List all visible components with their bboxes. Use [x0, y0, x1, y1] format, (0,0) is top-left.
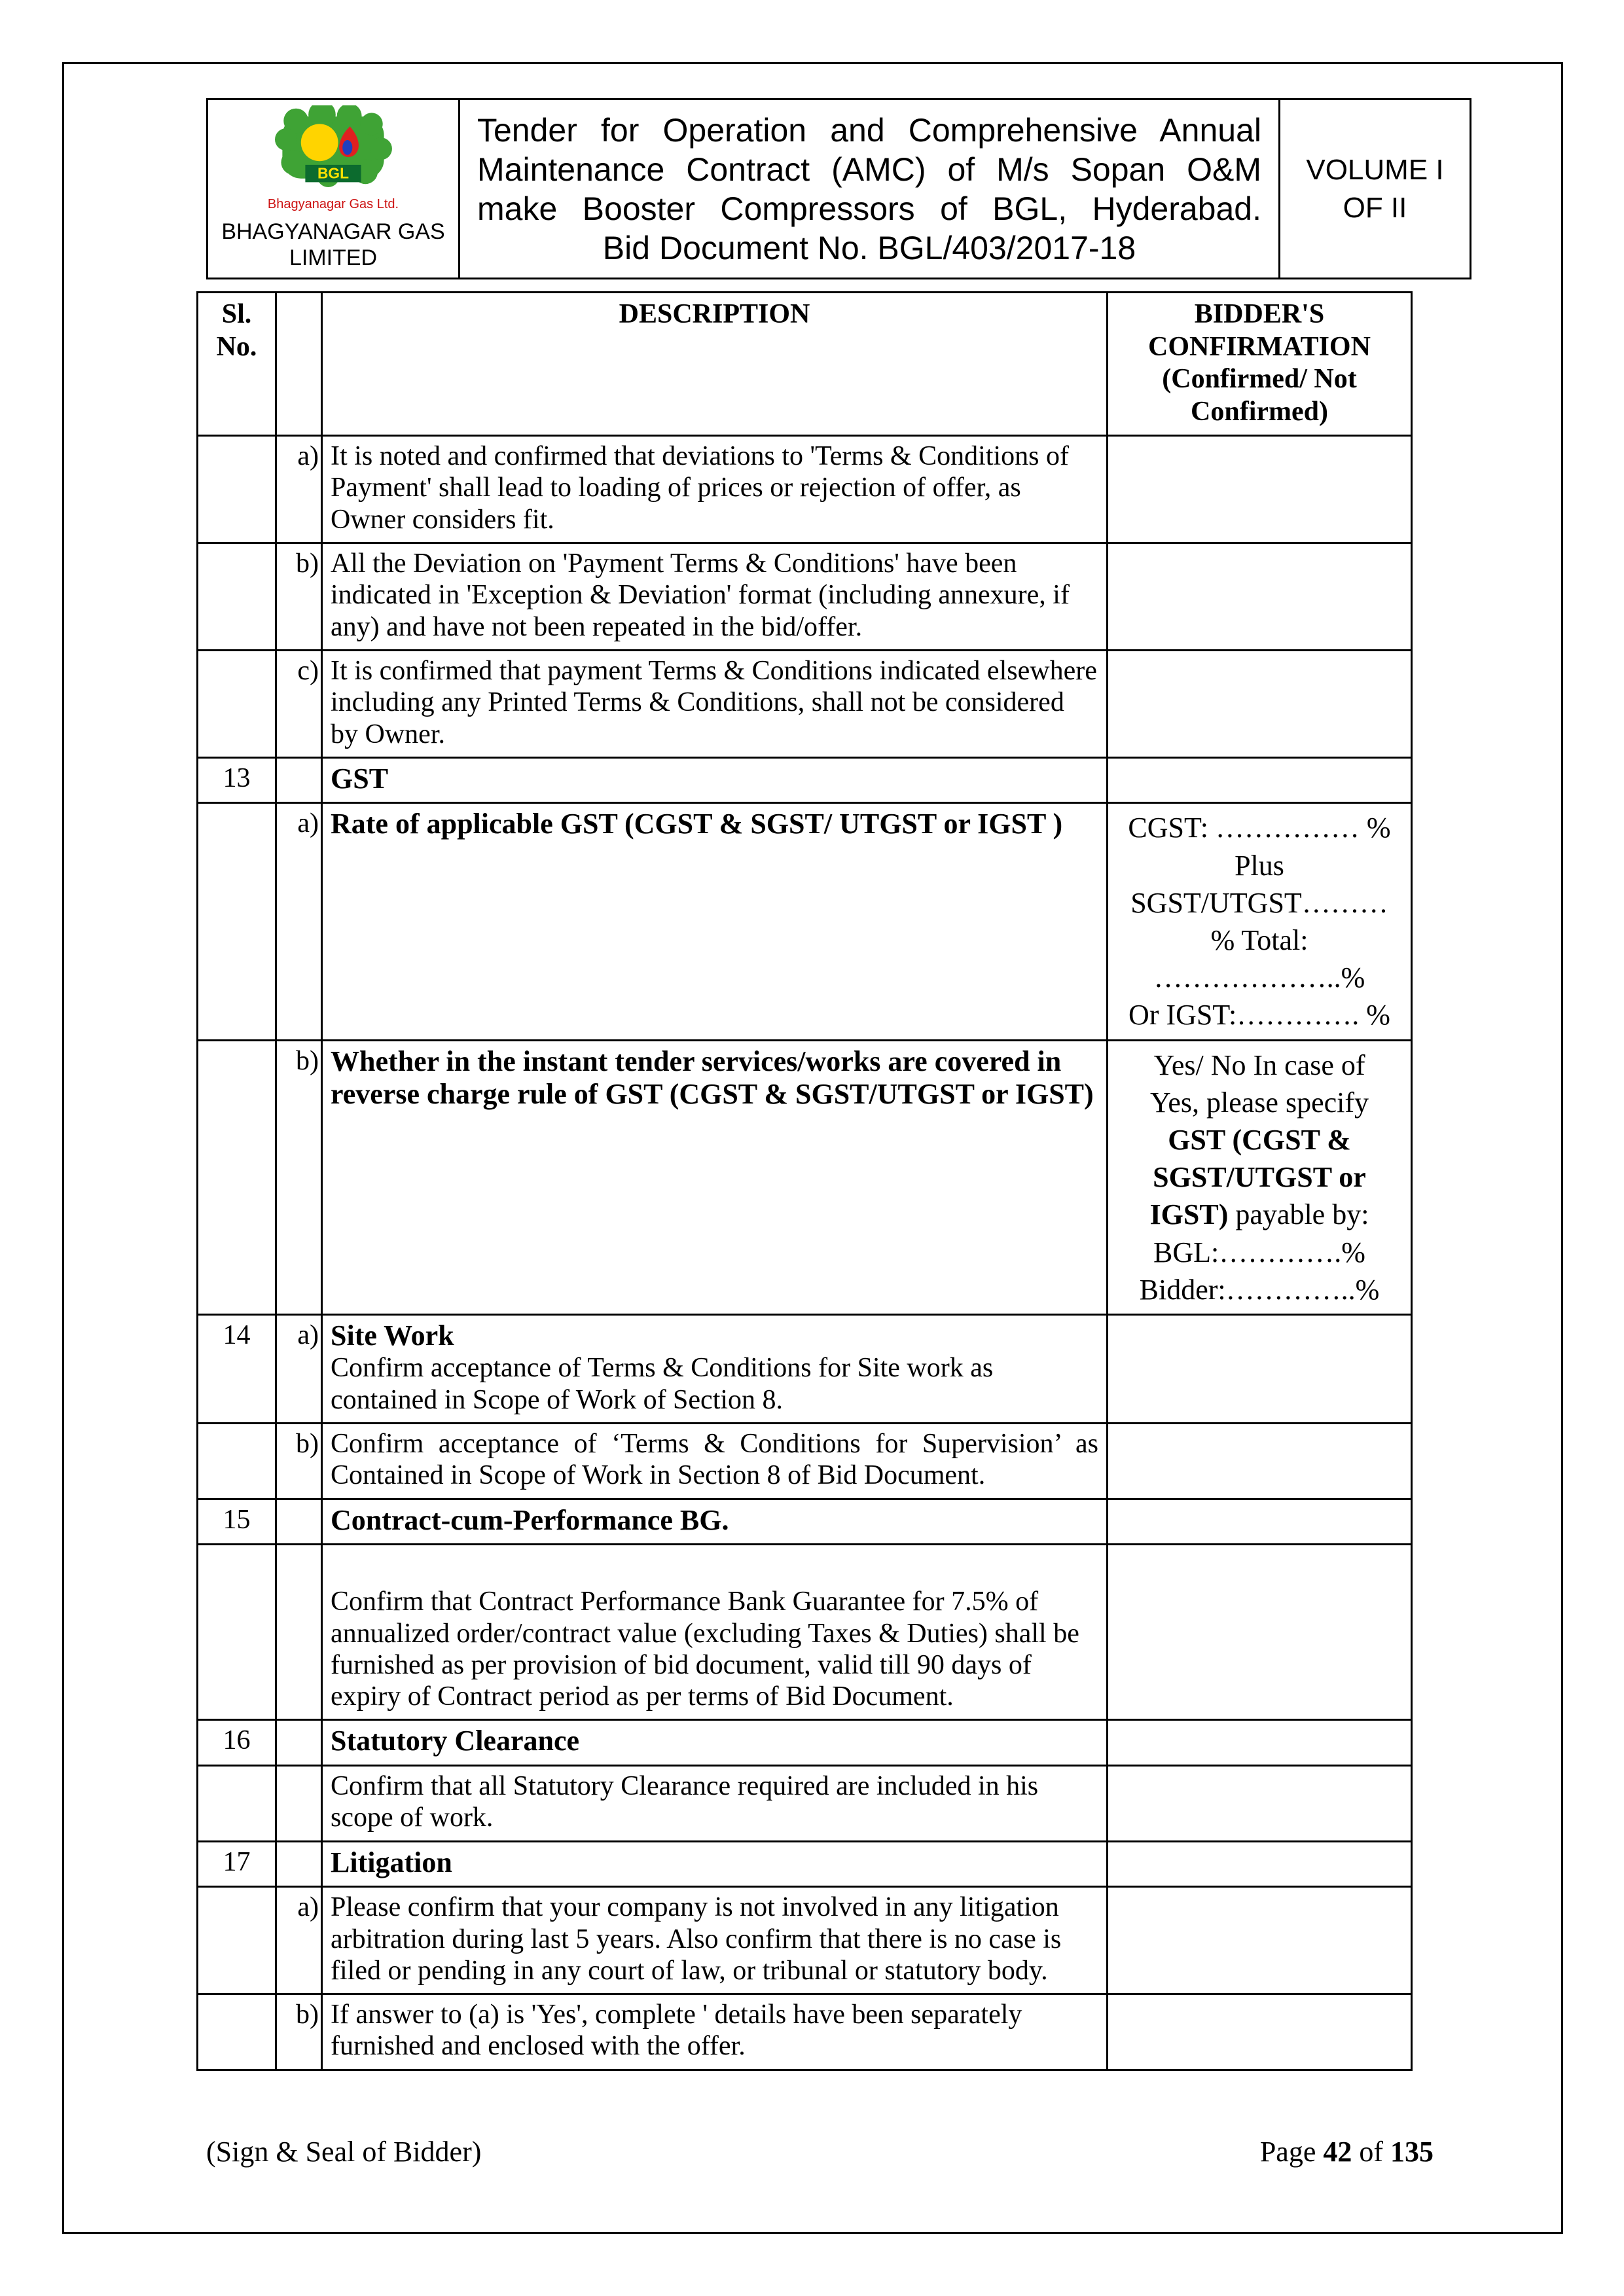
confirmation-cell	[1108, 1720, 1412, 1766]
tender-table-body	[198, 436, 1412, 2070]
letter-cell	[276, 1841, 322, 1887]
sl-no-cell: 15	[198, 1499, 276, 1545]
text-segment: Bidder:…………..%	[1139, 1273, 1380, 1306]
table-row	[198, 1887, 1412, 1994]
text-segment: 42	[1323, 2136, 1352, 2168]
confirmation-cell	[1108, 1499, 1412, 1545]
text-segment: Yes, please specify	[1149, 1086, 1369, 1119]
table-row	[198, 650, 1412, 757]
table-header-row	[198, 293, 1412, 436]
tender-title-line: Tender for Operation and Comprehensive Annual	[477, 111, 1261, 149]
description-block	[331, 1319, 1098, 1353]
sl-no-cell: 13	[198, 757, 276, 803]
text-segment: ………………..%	[1153, 961, 1365, 994]
header-sl-no: Sl. No.	[198, 293, 276, 436]
logo-cell	[208, 99, 460, 279]
table-row	[198, 1994, 1412, 2070]
text-segment: All the Deviation on 'Payment Terms & Conditions' have been indicated in 'Exception & Deviation' format (including annexure, if any) and have not been repeated in the bid/offer.	[331, 548, 1070, 642]
text-segment: CGST: …………… %	[1128, 812, 1391, 844]
letter-cell: a)	[276, 1887, 322, 1994]
confirmation-cell	[1108, 803, 1412, 1040]
page-number	[1260, 2135, 1434, 2168]
letter-cell	[276, 1499, 322, 1545]
sl-no-cell	[198, 543, 276, 651]
confirmation-line	[1112, 1084, 1407, 1121]
bid-document-number: Bid Document No. BGL/403/2017-18	[602, 229, 1136, 266]
text-segment: payable by:	[1228, 1198, 1369, 1231]
sl-no-cell: 16	[198, 1720, 276, 1766]
letter-cell: a)	[276, 1314, 322, 1423]
text-segment: Site Work	[331, 1319, 454, 1352]
confirmation-line	[1112, 847, 1407, 884]
description-cell	[322, 1040, 1108, 1314]
description-block	[331, 808, 1098, 841]
text-segment: Confirm that Contract Performance Bank Guarantee for 7.5% of annualized order/contract value (excluding Taxes & Duties) shall be furnished as per provision of bid document, valid till 90 days of expiry of Contract period as per terms of Bid Document.	[331, 1587, 1079, 1712]
brand-caption: Bhagyanagar Gas Ltd.	[267, 197, 399, 211]
text-segment: Rate of applicable GST (CGST & SGST/ UTGST or IGST )	[331, 808, 1063, 840]
description-block	[331, 1846, 1098, 1880]
text-segment: SGST/UTGST………	[1130, 886, 1388, 919]
confirmation-cell	[1108, 650, 1412, 757]
confirmation-line	[1112, 1047, 1407, 1084]
description-cell	[322, 1841, 1108, 1887]
confirmation-cell	[1108, 1424, 1412, 1499]
table-row	[198, 1424, 1412, 1499]
text-segment: Confirm that all Statutory Clearance required are included in his scope of work.	[331, 1771, 1039, 1833]
text-segment: Yes/ No In case of	[1153, 1049, 1365, 1081]
description-cell	[322, 1766, 1108, 1842]
letter-cell: b)	[276, 543, 322, 651]
confirmation-line	[1112, 809, 1407, 846]
letter-cell: a)	[276, 436, 322, 543]
company-name-line: BHAGYANAGAR GAS	[221, 219, 445, 244]
text-segment: IGST)	[1149, 1198, 1229, 1231]
confirmation-line	[1112, 1234, 1407, 1271]
text-segment: Page	[1259, 2136, 1324, 2168]
text-segment: Statutory Clearance	[331, 1725, 580, 1757]
text-segment: Confirm acceptance of ‘Terms & Conditions for Supervision’ as Contained in Scope of Work in Section 8 of Bid Document.	[331, 1429, 1098, 1491]
confirmation-cell	[1108, 1314, 1412, 1423]
text-segment: % Total:	[1210, 924, 1308, 957]
description-block	[331, 762, 1098, 796]
sign-seal-label: (Sign & Seal of Bidder)	[206, 2136, 482, 2168]
description-block	[331, 1770, 1098, 1834]
table-row	[198, 757, 1412, 803]
table-row	[198, 803, 1412, 1040]
sl-no-cell	[198, 436, 276, 543]
confirmation-cell	[1108, 1545, 1412, 1720]
sun-icon	[301, 124, 338, 161]
text-segment: Whether in the instant tender services/works are covered in reverse charge rule of GST (CGST & SGST/UTGST or IGST)	[331, 1045, 1094, 1111]
company-logo-icon	[271, 105, 395, 198]
footer	[206, 2135, 1434, 2168]
confirmation-cell	[1108, 436, 1412, 543]
description-cell	[322, 1720, 1108, 1766]
sl-no-cell	[198, 803, 276, 1040]
description-cell	[322, 1887, 1108, 1994]
description-block	[331, 1504, 1098, 1537]
description-block	[331, 548, 1098, 643]
description-block	[331, 1999, 1098, 2062]
table-row	[198, 1545, 1412, 1720]
description-block	[331, 1045, 1098, 1111]
volume-line: OF II	[1343, 191, 1407, 224]
text-segment: Please confirm that your company is not involved in any litigation arbitration during last 5 years. Also confirm that there is no case is filed or pending in any court of law, or tribunal or statutory body.	[331, 1892, 1062, 1986]
letter-cell: b)	[276, 1994, 322, 2070]
flame-core-icon	[342, 140, 352, 155]
description-cell	[322, 1499, 1108, 1545]
letter-cell	[276, 757, 322, 803]
confirmation-line	[1112, 996, 1407, 1033]
tender-title-line: Maintenance Contract (AMC) of M/s Sopan O&M	[477, 151, 1261, 188]
confirmation-line	[1112, 1121, 1407, 1158]
letter-cell: b)	[276, 1040, 322, 1314]
description-block	[331, 655, 1098, 750]
letter-cell: b)	[276, 1424, 322, 1499]
table-row	[198, 1720, 1412, 1766]
tender-title-cell	[460, 99, 1280, 279]
header-description: DESCRIPTION	[322, 293, 1108, 436]
text-segment: Litigation	[331, 1846, 452, 1878]
table-row	[198, 543, 1412, 651]
description-block	[331, 440, 1098, 535]
description-cell	[322, 1994, 1108, 2070]
header-table	[206, 98, 1471, 279]
confirmation-cell	[1108, 1040, 1412, 1314]
description-block	[331, 1428, 1098, 1492]
text-segment: It is confirmed that payment Terms & Conditions indicated elsewhere including any Printed Terms & Conditions, shall not be considered by Owner.	[331, 655, 1097, 749]
confirmation-cell	[1108, 1887, 1412, 1994]
description-cell	[322, 757, 1108, 803]
sl-no-cell	[198, 1424, 276, 1499]
confirmation-line	[1112, 922, 1407, 959]
letter-cell	[276, 1720, 322, 1766]
text-segment: It is noted and confirmed that deviations to 'Terms & Conditions of Payment' shall lead to loading of prices or rejection of offer, as Owner considers fit.	[331, 441, 1069, 535]
sl-no-cell: 17	[198, 1841, 276, 1887]
description-block	[331, 1892, 1098, 1986]
letter-cell: a)	[276, 803, 322, 1040]
confirmation-cell	[1108, 1766, 1412, 1842]
text-segment: 135	[1390, 2136, 1434, 2168]
table-row	[198, 1766, 1412, 1842]
text-segment: Plus	[1235, 849, 1284, 882]
sl-no-cell	[198, 1040, 276, 1314]
table-row	[198, 1499, 1412, 1545]
sl-no-cell	[198, 1766, 276, 1842]
confirmation-cell	[1108, 1994, 1412, 2070]
table-row	[198, 1040, 1412, 1314]
text-segment: GST (CGST &	[1168, 1123, 1351, 1156]
confirmation-line	[1112, 1196, 1407, 1233]
volume-line: VOLUME I	[1306, 154, 1444, 187]
text-segment: Or IGST:…………. %	[1128, 999, 1390, 1031]
text-segment: SGST/UTGST or	[1153, 1161, 1366, 1194]
tender-table	[196, 291, 1413, 2071]
company-name-line: LIMITED	[289, 245, 378, 271]
logo-monogram: BGL	[317, 164, 349, 182]
text-segment: of	[1352, 2136, 1390, 2168]
confirmation-line	[1112, 1158, 1407, 1196]
confirmation-line	[1112, 1271, 1407, 1308]
confirmation-cell	[1108, 543, 1412, 651]
company-name	[212, 219, 454, 271]
description-cell	[322, 543, 1108, 651]
letter-cell	[276, 1545, 322, 1720]
description-cell	[322, 1314, 1108, 1423]
description-cell	[322, 650, 1108, 757]
header-row	[208, 99, 1471, 279]
confirmation-line	[1112, 959, 1407, 996]
text-segment: If answer to (a) is 'Yes', complete ' details have been separately furnished and enclosed with the offer.	[331, 2000, 1022, 2062]
sl-no-cell	[198, 1545, 276, 1720]
volume-cell	[1280, 99, 1471, 279]
confirmation-line	[1112, 884, 1407, 922]
description-block	[331, 1586, 1098, 1712]
text-segment: Confirm acceptance of Terms & Conditions for Site work as contained in Scope of Work of Section 8.	[331, 1353, 994, 1415]
description-cell	[322, 436, 1108, 543]
description-block	[331, 1725, 1098, 1758]
description-cell	[322, 1545, 1108, 1720]
text-segment: Contract-cum-Performance BG.	[331, 1503, 729, 1536]
sl-no-cell	[198, 650, 276, 757]
header-bidders-confirmation: BIDDER'S CONFIRMATION (Confirmed/ Not Confirmed)	[1108, 293, 1412, 436]
header-letter	[276, 293, 322, 436]
sl-no-cell	[198, 1887, 276, 1994]
table-row	[198, 436, 1412, 543]
letter-cell: c)	[276, 650, 322, 757]
text-segment: GST	[331, 762, 389, 795]
tender-title-line: make Booster Compressors of BGL, Hyderabad.	[477, 190, 1261, 227]
sl-no-cell	[198, 1994, 276, 2070]
description-cell	[322, 1424, 1108, 1499]
text-segment: BGL:………….%	[1153, 1236, 1365, 1268]
description-block	[331, 1352, 1098, 1416]
description-cell	[322, 803, 1108, 1040]
confirmation-cell	[1108, 757, 1412, 803]
confirmation-cell	[1108, 1841, 1412, 1887]
table-row	[198, 1841, 1412, 1887]
sl-no-cell: 14	[198, 1314, 276, 1423]
letter-cell	[276, 1766, 322, 1842]
table-row	[198, 1314, 1412, 1423]
